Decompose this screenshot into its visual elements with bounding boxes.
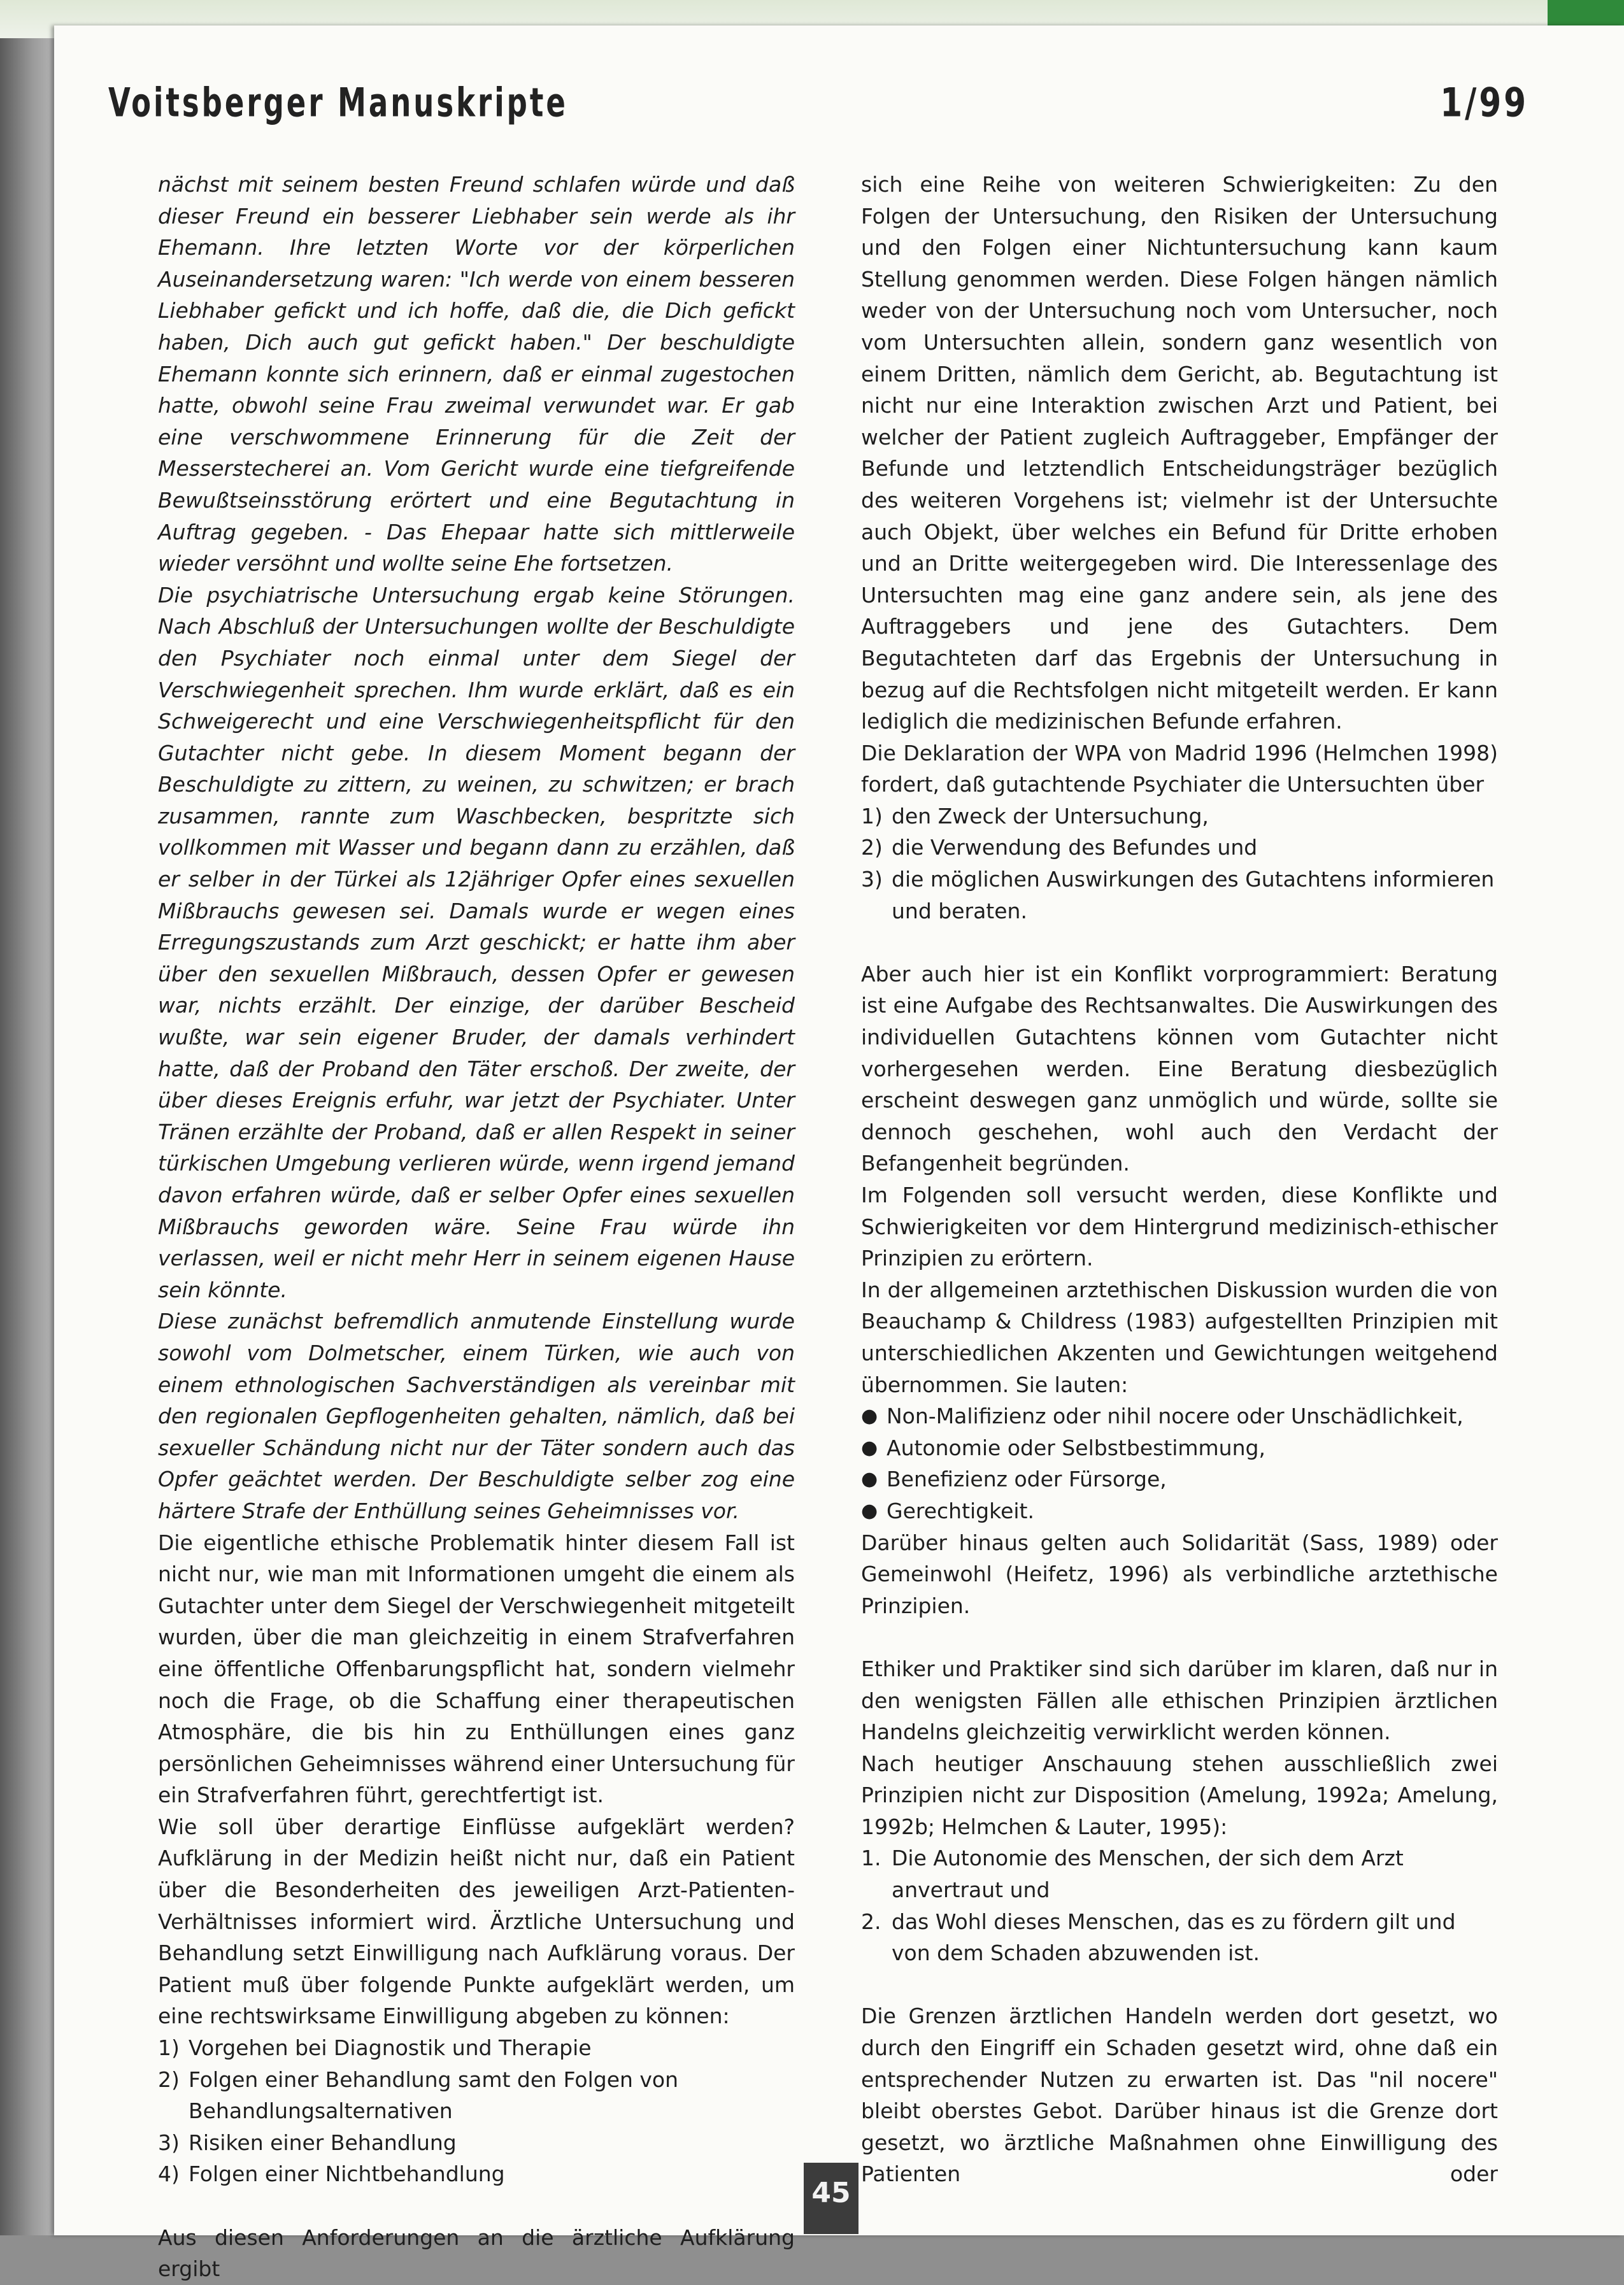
bullet-item: ● Autonomie oder Selbstbestimmung,: [861, 1432, 1498, 1464]
left-column: [158, 169, 795, 2285]
body-paragraph: Die Deklaration der WPA von Madrid 1996 (Helmchen 1998) fordert, daß gutachtende Psychiater die Untersuchten über: [861, 740, 1498, 797]
case-paragraph: Diese zunächst befremdlich anmutende Einstellung wurde sowohl vom Dolmetscher, einem Türken, wie auch von einem ethnologischen Sachverständigen als vereinbar mit den regionalen Gepflogenheiten gehalten, nämlich, daß bei sexueller Schändung nicht nur der Täter sondern auch das Opfer geächtet werden. Der Beschuldigte selber zog eine härtere Strafe der Enthüllung seines Geheimnisses vor.: [158, 1309, 795, 1523]
body-paragraph: Aus diesen Anforderungen an die ärztliche Aufklärung ergibt: [158, 2224, 795, 2282]
numbered-list: [861, 1842, 1498, 1968]
body-paragraph: Die eigentliche ethische Problematik hinter diesem Fall ist nicht nur, wie man mit Informationen umgeht die einem als Gutachter unter dem Siegel der Verschwiegenheit mitgeteilt wurden, über die man gleichzeitig in einem Strafverfahren eine öffentliche Offenbarungspflicht hat, sondern vielmehr noch die Frage, ob die Schaffung einer therapeutischen Atmosphäre, die bis hin zu Enthüllungen eines ganz persönlichen Geheimnisses während einer Untersuchung für ein Strafverfahren führt, gerechtfertigt ist.: [158, 1530, 795, 1808]
body-paragraph: Darüber hinaus gelten auch Solidarität (Sass, 1989) oder Gemeinwohl (Heifetz, 1996) als verbindliche arztethische Prinzipien.: [861, 1530, 1498, 1618]
body-paragraph: Wie soll über derartige Einflüsse aufgeklärt werden? Aufklärung in der Medizin heißt nicht nur, daß ein Patient über die Besonderheiten des jeweiligen Arzt-Patienten-Verhältnisses informiert wird. Ärztliche Untersuchung und Behandlung setzt Einwilligung nach Aufklärung voraus. Der Patient muß über folgende Punkte aufgeklärt werden, um eine rechtswirksame Einwilligung abgeben zu können:: [158, 1814, 795, 2029]
bullet-icon: ●: [861, 1499, 878, 1522]
numbered-list: [158, 2032, 795, 2190]
list-item: 2) die Verwendung des Befundes und: [861, 835, 1258, 860]
bullet-item: ● Gerechtigkeit.: [861, 1495, 1498, 1527]
bullet-icon: ●: [861, 1436, 878, 1459]
journal-title: Voitsberger Manuskripte: [108, 80, 568, 126]
scan-shadow: [0, 0, 54, 2235]
bullet-icon: ●: [861, 1468, 878, 1491]
right-column: [861, 169, 1498, 2190]
body-paragraph: In der allgemeinen arztethischen Diskussion wurden die von Beauchamp & Childress (1983) aufgestellten Prinzipien mit unterschiedlichen Akzenten und Gewichtungen weitgehend übernommen. Sie lauten:: [861, 1277, 1498, 1397]
list-item: 1. Die Autonomie des Menschen, der sich dem Arzt anvertraut und: [861, 1846, 1404, 1903]
list-item: 1) Vorgehen bei Diagnostik und Therapie: [158, 2035, 592, 2061]
issue-number: 1/99: [1440, 80, 1528, 126]
bullet-icon: ●: [861, 1405, 878, 1428]
list-item: 1) den Zweck der Untersuchung,: [861, 803, 1209, 829]
list-item: 2) Folgen einer Behandlung samt den Folgen von Behandlungsalternativen: [158, 2067, 679, 2124]
page-number: 45: [804, 2163, 858, 2234]
list-item: 3) die möglichen Auswirkungen des Gutachtens informieren und beraten.: [861, 867, 1495, 923]
case-paragraph: nächst mit seinem besten Freund schlafen würde und daß dieser Freund ein besserer Liebhaber sein werde als ihr Ehemann. Ihre letzten Worte vor der körperlichen Auseinandersetzung waren: "Ich werde von einem besseren Liebhaber gefickt und ich hoffe, daß die, die Dich gefickt haben, Dich auch gut gefickt haben." Der beschuldigte Ehemann konnte sich erinnern, daß er einmal zugestochen hatte, obwohl seine Frau zweimal verwundet war. Er gab eine verschwommene Erinnerung für die Zeit der Messerstecherei an. Vom Gericht wurde eine tiefgreifende Bewußtseinsstörung erörtert und eine Begutachtung in Auftrag gegeben. - Das Ehepaar hatte sich mittlerweile wieder versöhnt und wollte seine Ehe fortsetzen.: [158, 172, 795, 576]
body-paragraph: Nach heutiger Anschauung stehen ausschließlich zwei Prinzipien nicht zur Disposition (Amelung, 1992a; Amelung, 1992b; Helmchen & Lauter, 1995):: [861, 1751, 1498, 1839]
body-paragraph: Ethiker und Praktiker sind sich darüber im klaren, daß nur in den wenigsten Fällen alle ethischen Prinzipien ärztlichen Handelns gleichzeitig verwirklicht werden können.: [861, 1656, 1498, 1745]
list-item: 4) Folgen einer Nichtbehandlung: [158, 2161, 505, 2187]
running-header: [108, 80, 1528, 131]
bullet-item: ● Benefizienz oder Fürsorge,: [861, 1463, 1498, 1495]
list-item: 2. das Wohl dieses Menschen, das es zu fördern gilt und von dem Schaden abzuwenden ist.: [861, 1909, 1456, 1966]
bullet-list: [861, 1400, 1498, 1527]
case-paragraph: Die psychiatrische Untersuchung ergab keine Störungen. Nach Abschluß der Untersuchungen wollte der Beschuldigte den Psychiater noch einmal unter dem Siegel der Verschwiegenheit sprechen. Ihm wurde erklärt, daß es ein Schweigerecht und eine Verschwiegenheitspflicht für den Gutachter nicht gebe. In diesem Moment begann der Beschuldigte zu zittern, zu weinen, zu schwitzen; er brach zusammen, rannte zum Waschbecken, bespritzte sich vollkommen mit Wasser und begann dann zu erzählen, daß er selber in der Türkei als 12jähriger Opfer eines sexuellen Mißbrauchs gewesen sei. Damals wurde er wegen eines Erregungszustands zum Arzt geschickt; er hatte ihm aber über den sexuellen Mißbrauch, dessen Opfer er gewesen war, nichts erzählt. Der einzige, der darüber Bescheid wußte, war sein eigener Bruder, der damals verhindert hatte, daß der Proband den Täter erschoß. Der zweite, der über dieses Ereignis erfuhr, war jetzt der Psychiater. Unter Tränen erzählte der Proband, daß er allen Respekt in seiner türkischen Umgebung verlieren würde, wenn irgend jemand davon erfahren würde, daß er selber Opfer eines sexuellen Mißbrauchs geworden wäre. Seine Frau würde ihn verlassen, weil er nicht mehr Herr in seinem eigenen Hause sein könnte.: [158, 582, 795, 1302]
body-paragraph: Im Folgenden soll versucht werden, diese Konflikte und Schwierigkeiten vor dem Hintergrund medizinisch-ethischer Prinzipien zu erörtern.: [861, 1183, 1498, 1271]
list-item: 3) Risiken einer Behandlung: [158, 2130, 457, 2155]
bullet-item: ● Non-Malifizienz oder nihil nocere oder Unschädlichkeit,: [861, 1400, 1498, 1432]
body-paragraph: sich eine Reihe von weiteren Schwierigkeiten: Zu den Folgen der Untersuchung, den Risiken der Untersuchung und den Folgen einer Nichtuntersuchung kann kaum Stellung genommen werden. Diese Folgen hängen nämlich weder von der Untersuchung noch vom Untersucher, noch vom Untersuchten allein, sondern ganz wesentlich von einem Dritten, nämlich dem Gericht, ab. Begutachtung ist nicht nur eine Interaktion zwischen Arzt und Patient, bei welcher der Patient zugleich Auftraggeber, Empfänger der Befunde und letztendlich Entscheidungsträger bezüglich des weiteren Vorgehens ist; vielmehr ist der Untersuchte auch Objekt, über welches ein Befund für Dritte erhoben und an Dritte weitergegeben wird. Die Interessenlage des Untersuchten mag eine ganz andere sein, als jene des Auftraggebers und jene des Gutachters. Dem Begutachteten darf das Ergebnis der Untersuchung in bezug auf die Rechtsfolgen nicht mitgeteilt werden. Er kann lediglich die medizinischen Befunde erfahren.: [861, 172, 1498, 734]
body-paragraph: Die Grenzen ärztlichen Handeln werden dort gesetzt, wo durch den Eingriff ein Schaden gesetzt wird, ohne daß ein entsprechender Nutzen zu erwarten ist. Das "nil nocere" bleibt oberstes Gebot. Darüber hinaus ist die Grenze dort gesetzt, wo ärztliche Maßnahmen ohne Einwilligung des Patienten oder: [861, 2004, 1498, 2187]
body-paragraph: Aber auch hier ist ein Konflikt vorprogrammiert: Beratung ist eine Aufgabe des Rechtsanwaltes. Die Auswirkungen des individuellen Gutachtens können vom Gutachter nicht vorhergesehen werden. Eine Beratung diesbezüglich erscheint deswegen ganz unmöglich und würde, sollte sie dennoch geschehen, wohl auch den Verdacht der Befangenheit begründen.: [861, 961, 1498, 1176]
numbered-list: [861, 801, 1498, 927]
